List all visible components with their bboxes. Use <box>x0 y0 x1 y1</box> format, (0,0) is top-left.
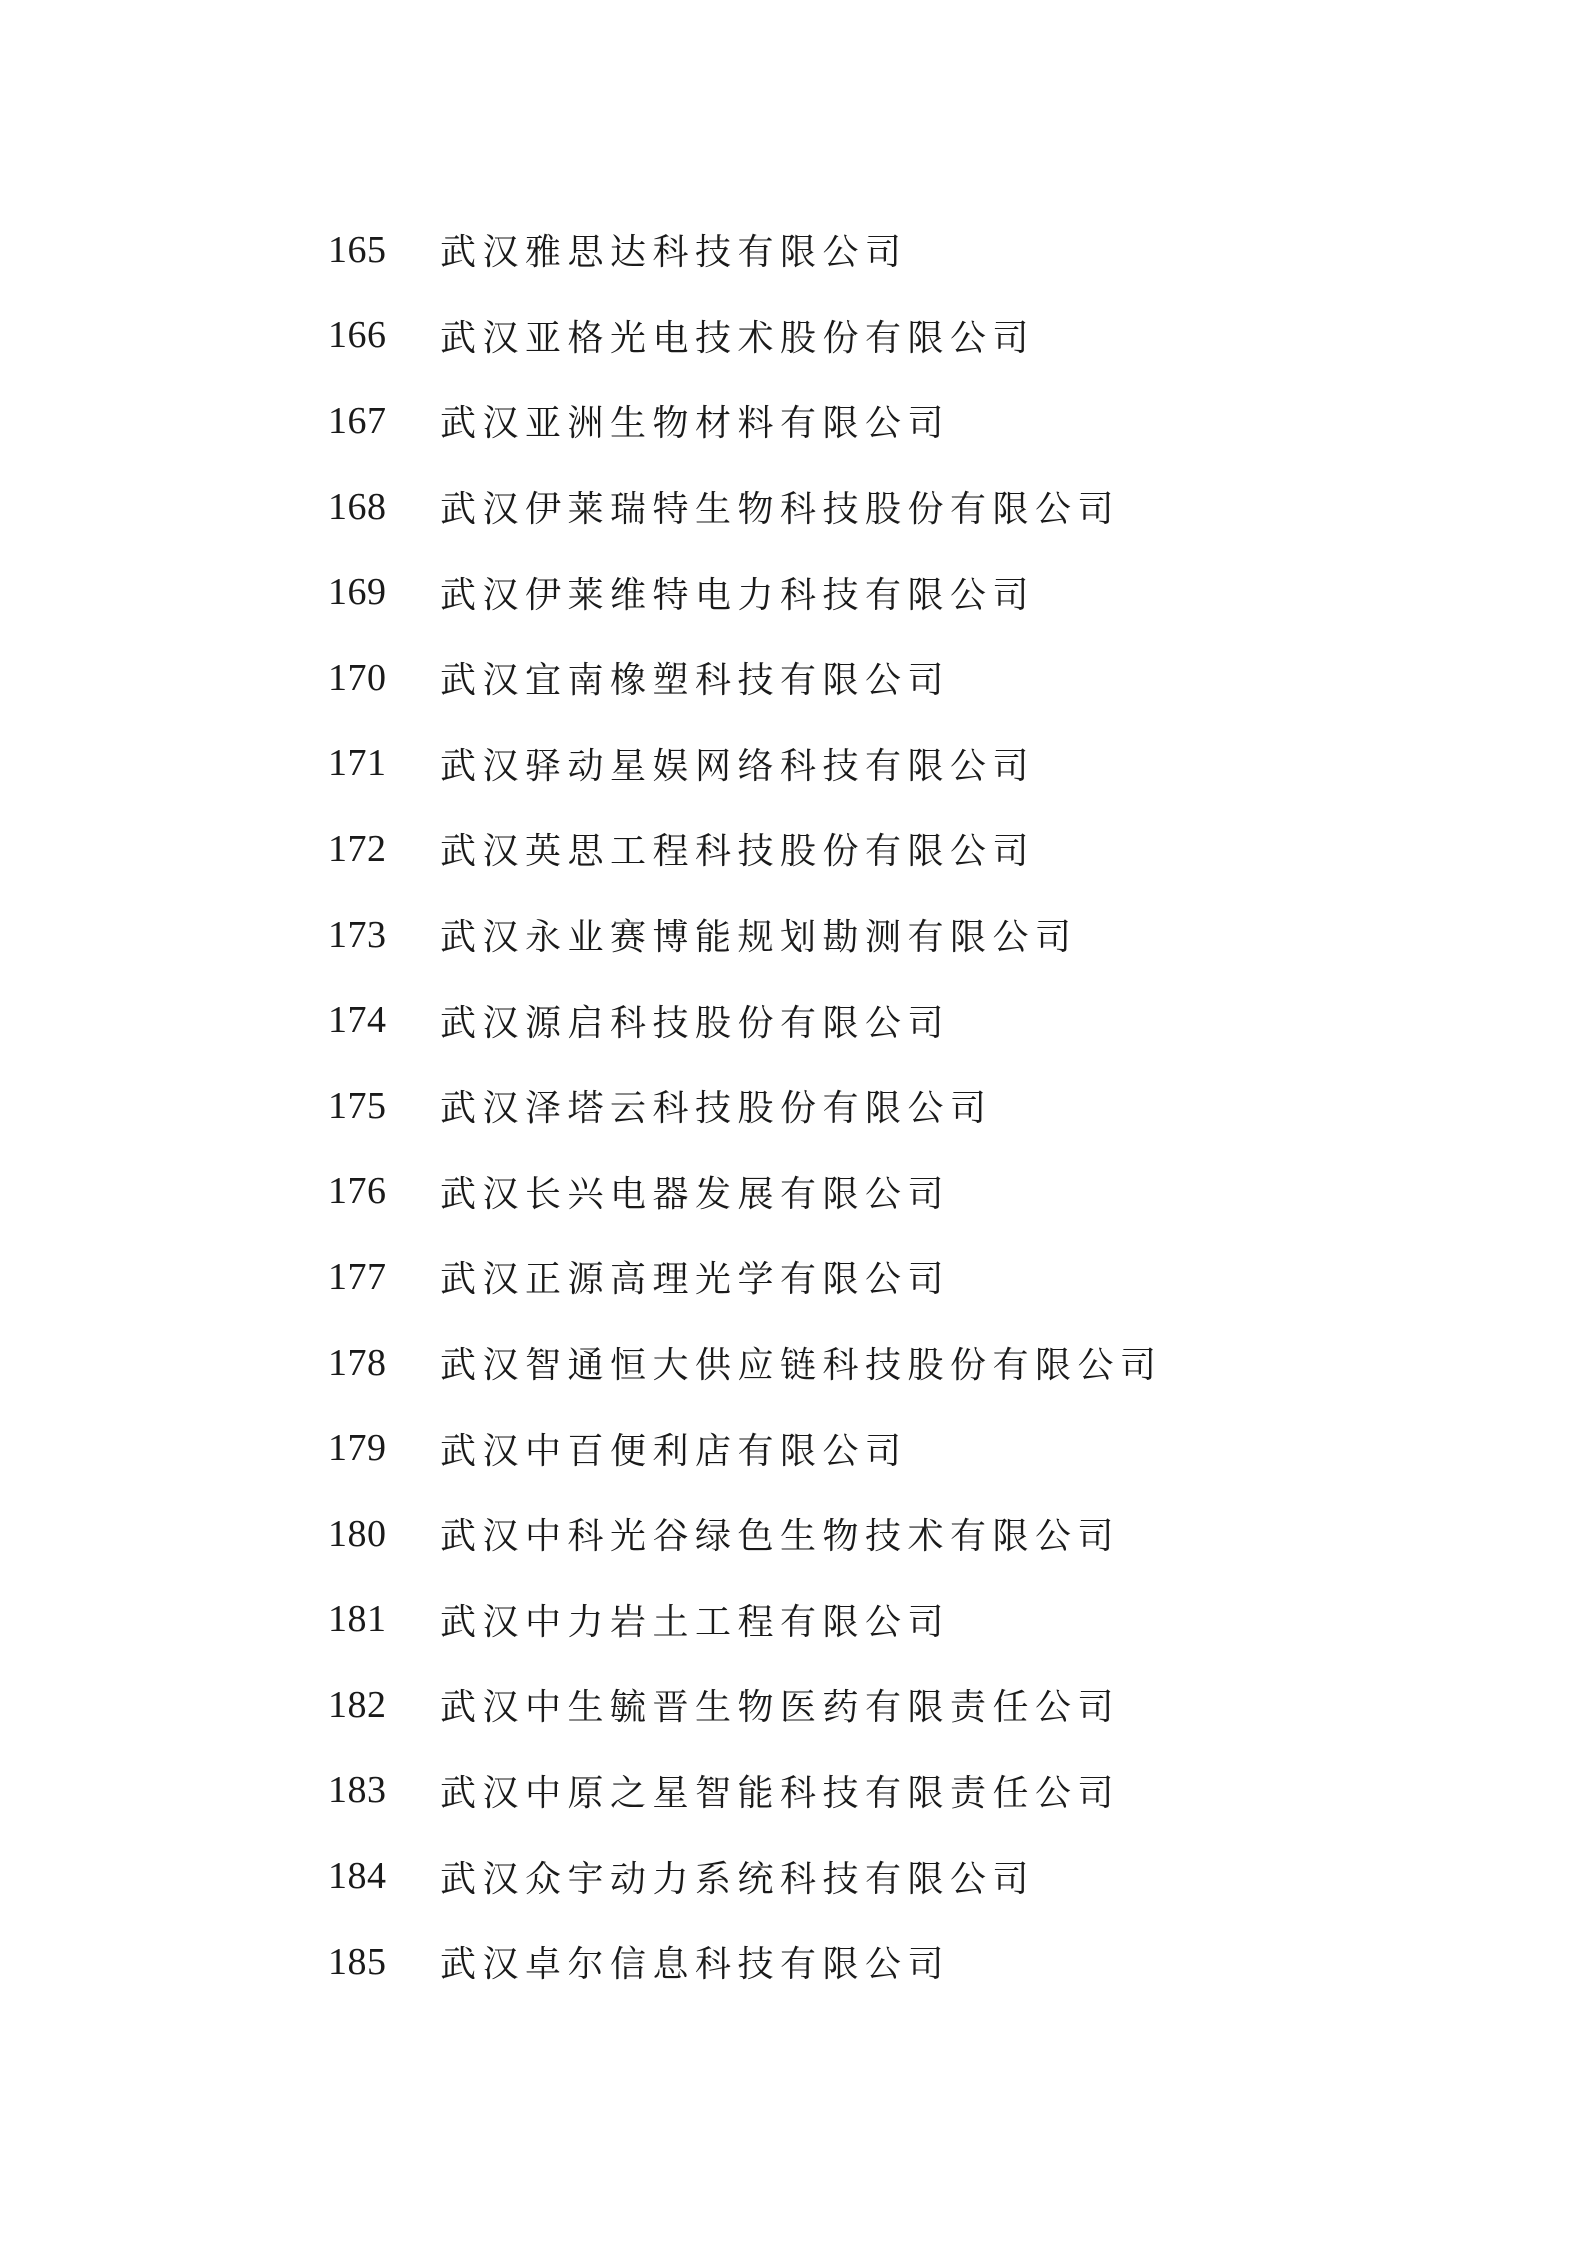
list-item <box>328 1063 1328 1149</box>
item-number: 172 <box>328 827 387 870</box>
item-number: 174 <box>328 999 387 1042</box>
item-number: 184 <box>328 1855 387 1898</box>
item-number: 179 <box>328 1427 387 1470</box>
company-name: 武汉中生毓晋生物医药有限责任公司 <box>440 1687 1121 1729</box>
item-number: 171 <box>328 742 387 785</box>
company-name: 武汉亚洲生物材料有限公司 <box>440 403 951 445</box>
company-name: 武汉驿动星娱网络科技有限公司 <box>440 745 1036 787</box>
company-name: 武汉伊莱维特电力科技有限公司 <box>440 574 1036 616</box>
item-number: 183 <box>328 1769 387 1812</box>
company-name: 武汉中原之星智能科技有限责任公司 <box>440 1772 1121 1814</box>
list-item <box>328 721 1328 807</box>
item-number: 173 <box>328 913 387 956</box>
item-number: 180 <box>328 1512 387 1555</box>
item-number: 176 <box>328 1170 387 1213</box>
company-name: 武汉众宇动力系统科技有限公司 <box>440 1858 1036 1900</box>
item-number: 177 <box>328 1255 387 1298</box>
list-item <box>328 1919 1328 2005</box>
list-item <box>328 1577 1328 1663</box>
list-item <box>328 549 1328 635</box>
item-number: 185 <box>328 1940 387 1983</box>
company-name: 武汉源启科技股份有限公司 <box>440 1002 951 1044</box>
list-item <box>328 1320 1328 1406</box>
item-number: 175 <box>328 1084 387 1127</box>
list-item <box>328 293 1328 379</box>
list-item <box>328 1662 1328 1748</box>
list-item <box>328 464 1328 550</box>
company-name: 武汉泽塔云科技股份有限公司 <box>440 1088 993 1130</box>
item-number: 169 <box>328 571 387 614</box>
company-name: 武汉卓尔信息科技有限公司 <box>440 1944 951 1986</box>
item-number: 178 <box>328 1341 387 1384</box>
company-name: 武汉长兴电器发展有限公司 <box>440 1173 951 1215</box>
company-name: 武汉智通恒大供应链科技股份有限公司 <box>440 1345 1163 1387</box>
item-number: 182 <box>328 1683 387 1726</box>
list-item <box>328 1491 1328 1577</box>
item-number: 166 <box>328 314 387 357</box>
item-number: 167 <box>328 399 387 442</box>
list-item <box>328 1149 1328 1235</box>
company-name: 武汉永业赛博能规划勘测有限公司 <box>440 917 1078 959</box>
company-name: 武汉中科光谷绿色生物技术有限公司 <box>440 1516 1121 1558</box>
item-number: 181 <box>328 1598 387 1641</box>
list-item <box>328 635 1328 721</box>
list-item <box>328 977 1328 1063</box>
list-item <box>328 806 1328 892</box>
company-name: 武汉正源高理光学有限公司 <box>440 1259 951 1301</box>
item-number: 168 <box>328 485 387 528</box>
company-name: 武汉宜南橡塑科技有限公司 <box>440 660 951 702</box>
list-item <box>328 1234 1328 1320</box>
list-item <box>328 1748 1328 1834</box>
company-name: 武汉中百便利店有限公司 <box>440 1430 908 1472</box>
list-item <box>328 892 1328 978</box>
company-name: 武汉中力岩土工程有限公司 <box>440 1601 951 1643</box>
list-item <box>328 1833 1328 1919</box>
list-item <box>328 378 1328 464</box>
item-number: 170 <box>328 656 387 699</box>
company-name: 武汉雅思达科技有限公司 <box>440 232 908 274</box>
item-number: 165 <box>328 228 387 271</box>
company-name: 武汉伊莱瑞特生物科技股份有限公司 <box>440 489 1121 531</box>
company-name: 武汉英思工程科技股份有限公司 <box>440 831 1036 873</box>
list-item <box>328 1405 1328 1491</box>
list-item <box>328 207 1328 293</box>
company-name: 武汉亚格光电技术股份有限公司 <box>440 317 1036 359</box>
company-list <box>328 207 1328 2004</box>
